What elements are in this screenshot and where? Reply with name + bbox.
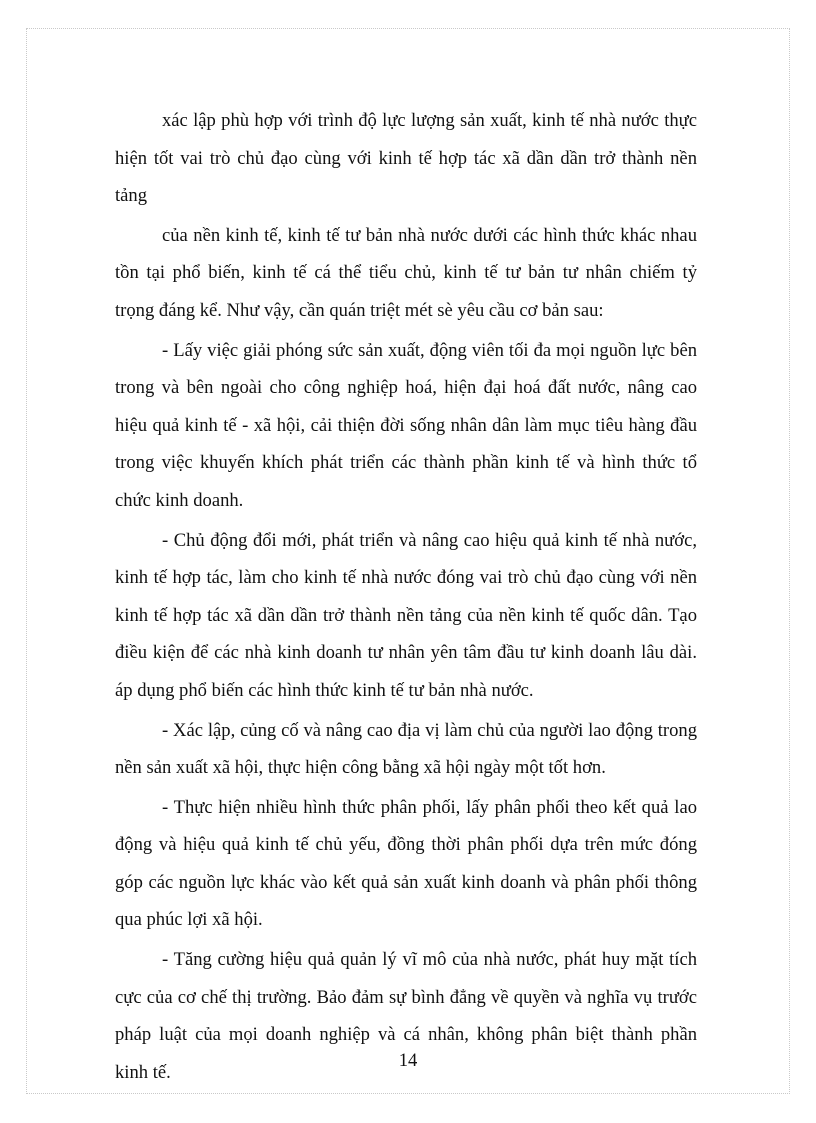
text-line: chức kinh doanh. (115, 489, 244, 511)
text-line: - Thực hiện nhiều hình thức phân phối, lấy phân phối theo kết quả lao (162, 796, 697, 818)
text-line: qua phúc lợi xã hội. (115, 909, 263, 931)
text-line: - Chủ động đổi mới, phát triển và nâng cao hiệu quả kinh tế nhà nước, (162, 529, 697, 551)
text-line: nền sản xuất xã hội, thực hiện công bằng xã hội ngày một tốt hơn. (115, 757, 606, 779)
text-line: tồn tại phổ biến, kinh tế cá thể tiểu chủ, kinh tế tư bản tư nhân chiếm tỷ (115, 262, 697, 284)
paragraph-3 (115, 332, 697, 520)
text-line: - Tăng cường hiệu quả quản lý vĩ mô của nhà nước, phát huy mặt tích (162, 949, 697, 971)
text-line: áp dụng phổ biến các hình thức kinh tế tư bản nhà nước. (115, 679, 534, 701)
paragraph-6 (115, 789, 697, 939)
page-number: 14 (398, 1050, 418, 1071)
document-body (115, 102, 697, 1091)
paragraph-4 (115, 522, 697, 710)
text-line: tảng (115, 185, 148, 207)
text-line: kinh tế hợp tác, làm cho kinh tế nhà nước đóng vai trò chủ đạo cùng với nền (115, 567, 697, 589)
text-line: cực của cơ chế thị trường. Bảo đảm sự bình đẳng về quyền và nghĩa vụ trước (115, 986, 697, 1008)
text-line: hiệu quả kinh tế - xã hội, cải thiện đời sống nhân dân làm mục tiêu hàng đầu (115, 414, 697, 436)
paragraph-2 (115, 217, 697, 330)
text-line: - Lấy việc giải phóng sức sản xuất, động viên tối đa mọi nguồn lực bên (162, 339, 697, 361)
text-line: hiện tốt vai trò chủ đạo cùng với kinh tế hợp tác xã dần dần trở thành nền (115, 147, 697, 169)
text-line: kinh tế. (115, 1061, 171, 1083)
text-line: của nền kinh tế, kinh tế tư bản nhà nước dưới các hình thức khác nhau (162, 224, 697, 246)
text-line: - Xác lập, củng cố và nâng cao địa vị làm chủ của người lao động trong (162, 719, 697, 741)
paragraph-1 (115, 102, 697, 215)
paragraph-5 (115, 712, 697, 787)
text-line: pháp luật của mọi doanh nghiệp và cá nhân, không phân biệt thành phần (115, 1024, 697, 1046)
text-line: xác lập phù hợp với trình độ lực lượng sản xuất, kinh tế nhà nước thực (162, 110, 697, 131)
text-line: trong việc khuyến khích phát triển các thành phần kinh tế và hình thức tổ (115, 452, 697, 474)
text-line: trong và bên ngoài cho công nghiệp hoá, hiện đại hoá đất nước, nâng cao (115, 377, 697, 399)
text-line: điều kiện để các nhà kinh doanh tư nhân yên tâm đầu tư kinh doanh lâu dài. (115, 642, 697, 664)
text-line: kinh tế hợp tác xã dần dần trở thành nền tảng của nền kinh tế quốc dân. Tạo (115, 604, 697, 626)
text-line: động và hiệu quả kinh tế chủ yếu, đồng thời phân phối dựa trên mức đóng (115, 834, 697, 856)
text-line: góp các nguồn lực khác vào kết quả sản xuất kinh doanh và phân phối thông (115, 871, 697, 893)
text-line: trọng đáng kể. Như vậy, cần quán triệt mét sè yêu cầu cơ bản sau: (115, 299, 604, 321)
